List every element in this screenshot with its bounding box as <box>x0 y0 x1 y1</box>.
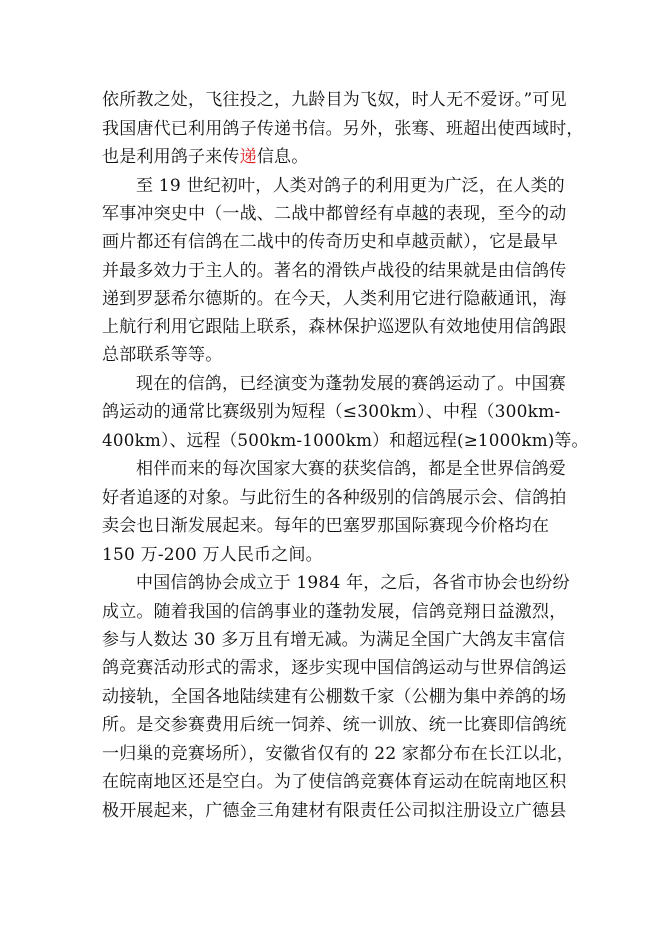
text-line: 中国信鸽协会成立于 1984 年，之后，各省市协会也纷纷 <box>136 573 570 593</box>
text-line: 在皖南地区还是空白。为了使信鸽竞赛体育运动在皖南地区积 <box>102 772 567 792</box>
text-line: 画片都还有信鸽在二战中的传奇历史和卓越贡献），它是最早 <box>102 232 558 252</box>
text-line: 现在的信鸽，已经演变为蓬勃发展的赛鸽运动了。中国赛 <box>136 374 566 394</box>
text-line: 所。是交参赛费用后统一饲养、统一训放、统一比赛即信鸽统 <box>102 715 567 735</box>
text-line: 鸽竞赛活动形式的需求，逐步实现中国信鸽运动与世界信鸽运 <box>102 658 567 678</box>
text-line: 上航行利用它跟陆上联系，森林保护巡逻队有效地使用信鸽跟 <box>102 317 567 337</box>
text-line: 400km）、远程（500km-1000km）和超远程(≥1000km)等。 <box>102 431 589 451</box>
text-line: 极开展起来，广德金三角建材有限责任公司拟注册设立广德县 <box>102 801 567 821</box>
text-line: 好者追逐的对象。与此衍生的各种级别的信鸽展示会、信鸽拍 <box>102 488 567 508</box>
text-line: 鸽运动的通常比赛级别为短程（≤300km）、中程（300km- <box>102 402 561 422</box>
text-line: 军事冲突史中（一战、二战中都曾经有卓越的表现，至今的动 <box>102 204 567 224</box>
text-line: 相伴而来的每次国家大赛的获奖信鸽，都是全世界信鸽爱 <box>136 459 566 479</box>
text-segment: 信息。 <box>256 147 309 167</box>
text-line: 卖会也日渐发展起来。每年的巴塞罗那国际赛现今价格均在 <box>102 516 550 536</box>
text-line: 150 万-200 万人民币之间。 <box>102 545 323 565</box>
text-line: 参与人数达 30 多万且有增无减。为满足全国广大鸽友丰富信 <box>102 630 566 650</box>
text-line: 一归巢的竞赛场所），安徽省仅有的 22 家都分布在长江以北， <box>102 744 574 764</box>
text-line: 动接轨，全国各地陆续建有公棚数千家（公棚为集中养鸽的场 <box>102 687 567 707</box>
text-line: 依所教之处，飞往投之，九龄目为飞奴，时人无不爱讶。”可见 <box>102 90 567 110</box>
text-line: 并最多效力于主人的。著名的滑铁卢战役的结果就是由信鸽传 <box>102 261 567 281</box>
text-line: 总部联系等等。 <box>102 345 223 365</box>
highlighted-character: 递 <box>239 147 257 167</box>
text-line: 成立。随着我国的信鸽事业的蓬勃发展，信鸽竞翔日益激烈， <box>102 602 567 622</box>
text-line-highlighted <box>102 147 308 167</box>
text-segment: 也是利用鸽子来传 <box>102 147 240 167</box>
text-line: 至 19 世纪初叶，人类对鸽子的利用更为广泛，在人类的 <box>136 176 565 196</box>
text-line: 我国唐代已利用鸽子传递书信。另外，张骞、班超出使西域时， <box>102 119 584 139</box>
text-line: 递到罗瑟希尔德斯的。在今天，人类利用它进行隐蔽通讯，海 <box>102 289 567 309</box>
